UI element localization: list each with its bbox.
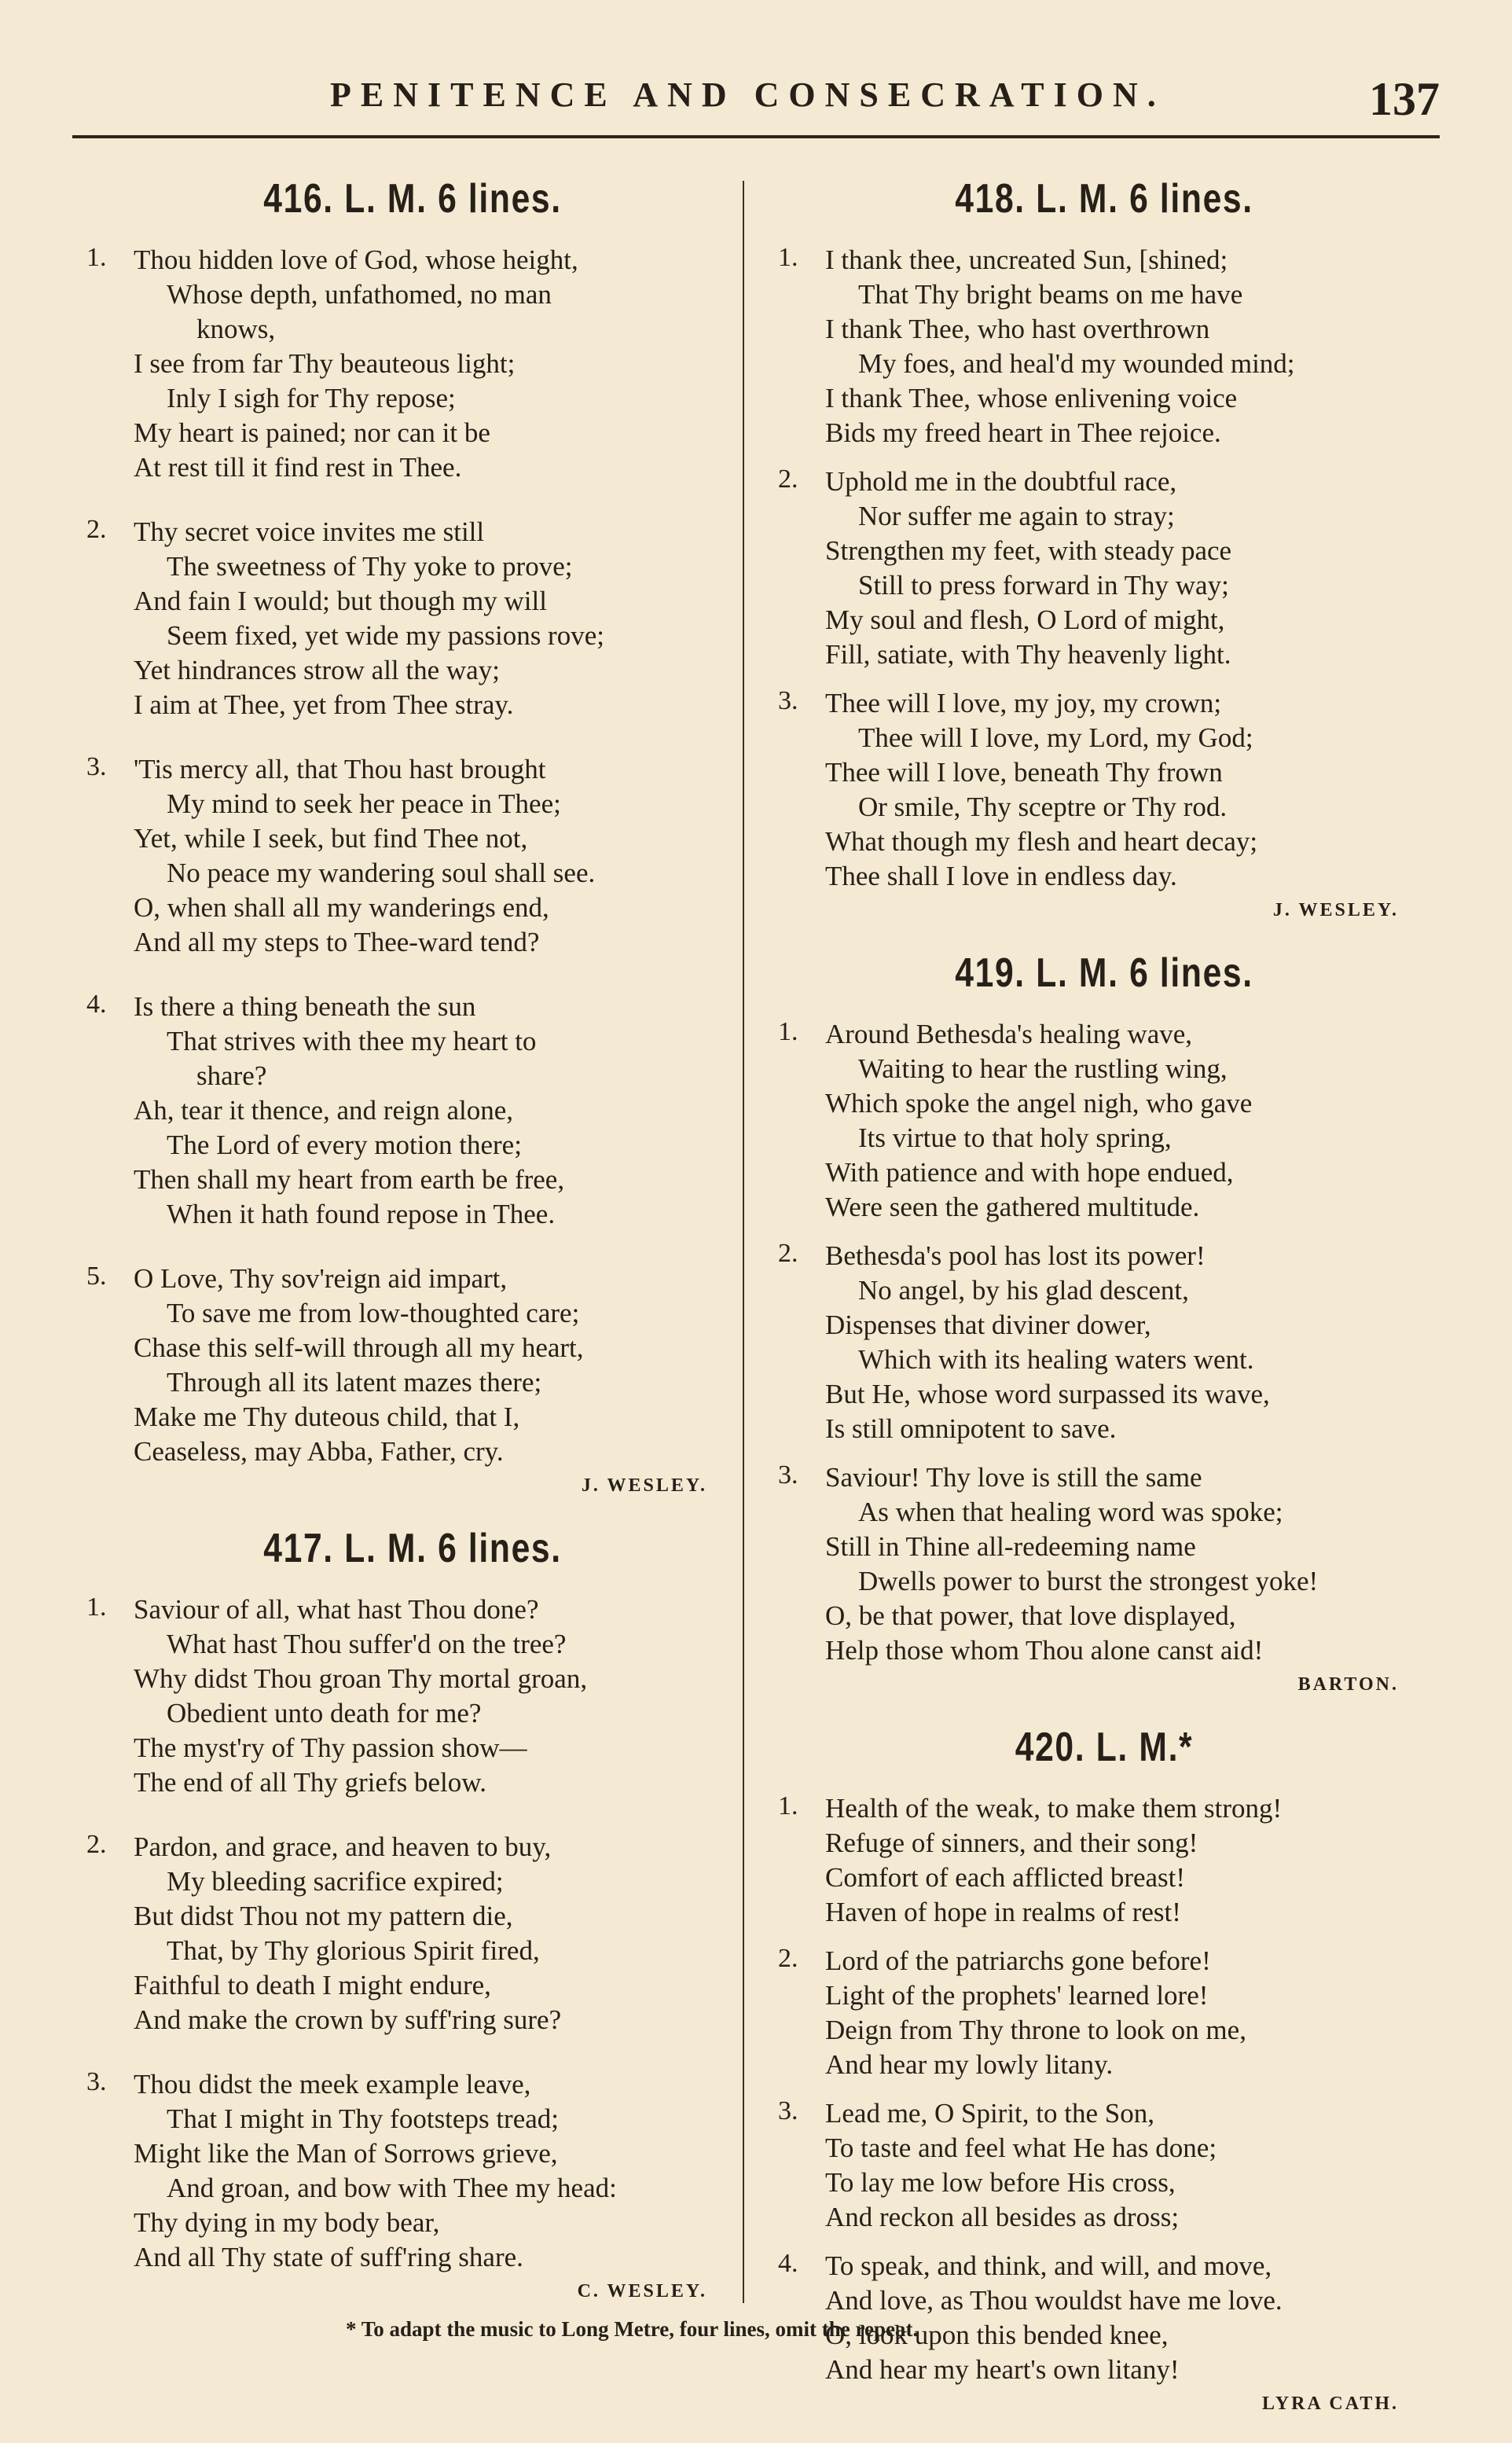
verse-line: Or smile, Thy sceptre or Thy rod.	[858, 792, 1228, 822]
verse-line: O, when shall all my wanderings end,	[134, 892, 549, 923]
verse-line: To taste and feel what He has done;	[825, 2133, 1217, 2163]
stanza	[778, 1944, 1430, 2082]
verse-line: Bids my freed heart in Thee rejoice.	[825, 417, 1221, 448]
verse-line: Faithful to death I might endure,	[134, 1970, 491, 2000]
verse-line: That, by Thy glorious Spirit fired,	[167, 1935, 540, 1966]
hymn-417	[86, 1525, 739, 2302]
verse-line: What though my flesh and heart decay;	[825, 826, 1258, 857]
verse-line: share?	[196, 1060, 267, 1091]
verse-line: Is there a thing beneath the sun	[134, 991, 476, 1022]
stanza-number: 1.	[778, 1791, 798, 1820]
verse-line: Saviour of all, what hast Thou done?	[134, 1594, 539, 1625]
verse-line: My foes, and heal'd my wounded mind;	[858, 348, 1295, 379]
verse-line: knows,	[196, 314, 276, 344]
verse-line: Refuge of sinners, and their song!	[825, 1828, 1198, 1858]
verse-line: The end of all Thy griefs below.	[134, 1767, 487, 1798]
verse-line: Its virtue to that holy spring,	[858, 1122, 1172, 1153]
hymn-title: 420. L. M.*	[1015, 1725, 1194, 1770]
left-column	[86, 169, 739, 2331]
verse-line: I aim at Thee, yet from Thee stray.	[134, 689, 514, 720]
verse-line: And all Thy state of suff'ring share.	[134, 2242, 523, 2272]
stanza-number: 2.	[86, 515, 107, 544]
verse-line: Thou didst the meek example leave,	[134, 2069, 531, 2100]
stanza	[86, 990, 739, 1232]
verse-line: Saviour! Thy love is still the same	[825, 1462, 1202, 1493]
stanza	[86, 752, 739, 960]
footnote: * To adapt the music to Long Metre, four lines, omit the repeat.	[346, 2317, 919, 2341]
stanza-number: 3.	[778, 2096, 798, 2125]
verse-line: Thee will I love, my Lord, my God;	[858, 722, 1253, 753]
stanza-number: 2.	[778, 1944, 798, 1973]
verse-line: Dispenses that diviner dower,	[825, 1310, 1151, 1340]
verse-line: And all my steps to Thee-ward tend?	[134, 927, 540, 957]
verse-line: Thy dying in my body bear,	[134, 2207, 440, 2238]
verse-line: At rest till it find rest in Thee.	[134, 452, 462, 483]
stanza-number: 4.	[86, 990, 107, 1019]
verse-line: O Love, Thy sov'reign aid impart,	[134, 1263, 508, 1294]
stanza	[86, 515, 739, 722]
verse-line: Through all its latent mazes there;	[167, 1367, 542, 1398]
verse-line: Yet hindrances strow all the way;	[134, 655, 500, 685]
verse-line: Light of the prophets' learned lore!	[825, 1980, 1209, 2011]
verse-line: Thy secret voice invites me still	[134, 516, 485, 547]
verse-line: My bleeding sacrifice expired;	[167, 1866, 504, 1897]
stanza-number: 1.	[86, 1593, 107, 1622]
verse-line: And groan, and bow with Thee my head:	[167, 2173, 617, 2203]
stanza-number: 2.	[778, 1239, 798, 1268]
verse-line: Thee will I love, my joy, my crown;	[825, 688, 1222, 718]
verse-line: Ceaseless, may Abba, Father, cry.	[134, 1436, 504, 1467]
author-credit: J. WESLEY.	[1272, 900, 1399, 920]
verse-line: No peace my wandering soul shall see.	[167, 858, 596, 888]
verse-line: Deign from Thy throne to look on me,	[825, 2015, 1246, 2045]
stanza	[86, 1830, 739, 2037]
stanza	[778, 1791, 1430, 1930]
verse-line: Which spoke the angel nigh, who gave	[825, 1088, 1253, 1119]
verse-line: Haven of hope in realms of rest!	[825, 1897, 1181, 1927]
verse-line: My mind to seek her peace in Thee;	[167, 788, 561, 819]
verse-line: That I might in Thy footsteps tread;	[167, 2103, 559, 2134]
author-credit: J. WESLEY.	[581, 1475, 707, 1496]
stanza-number: 1.	[778, 243, 798, 272]
verse-line: Fill, satiate, with Thy heavenly light.	[825, 639, 1231, 670]
verse-line: To save me from low-thoughted care;	[167, 1298, 580, 1328]
verse-line: Thou hidden love of God, whose height,	[134, 244, 578, 275]
running-title: PENITENCE AND CONSECRATION.	[330, 75, 1165, 114]
verse-line: Bethesda's pool has lost its power!	[825, 1240, 1206, 1271]
verse-line: Ah, tear it thence, and reign alone,	[134, 1095, 513, 1126]
stanza	[778, 243, 1430, 450]
stanza-number: 1.	[778, 1017, 798, 1046]
hymn-419	[778, 950, 1430, 1695]
verse-line: Dwells power to burst the strongest yoke!	[858, 1566, 1319, 1596]
verse-line: The sweetness of Thy yoke to prove;	[167, 551, 573, 582]
verse-line: Around Bethesda's healing wave,	[825, 1019, 1193, 1049]
verse-line: That Thy bright beams on me have	[858, 279, 1243, 310]
stanza	[778, 1017, 1430, 1225]
header-rule	[72, 135, 1440, 138]
verse-line: Obedient unto death for me?	[167, 1698, 482, 1728]
stanza	[778, 1239, 1430, 1446]
verse-line: That strives with thee my heart to	[167, 1026, 537, 1056]
verse-line: Still in Thine all-redeeming name	[825, 1531, 1196, 1562]
verse-line: But He, whose word surpassed its wave,	[825, 1379, 1270, 1409]
hymn-416	[86, 175, 739, 1497]
verse-line: As when that healing word was spoke;	[858, 1497, 1283, 1527]
verse-line: Chase this self-will through all my heart,	[134, 1332, 584, 1363]
verse-line: I thank thee, uncreated Sun, [shined;	[825, 244, 1228, 275]
stanza-number: 2.	[86, 1830, 107, 1859]
verse-line: Make me Thy duteous child, that I,	[134, 1402, 520, 1432]
verse-line: What hast Thou suffer'd on the tree?	[167, 1629, 567, 1659]
verse-line: When it hath found repose in Thee.	[167, 1199, 556, 1229]
verse-line: With patience and with hope endued,	[825, 1157, 1234, 1188]
stanza-number: 2.	[778, 465, 798, 494]
verse-line: No angel, by his glad descent,	[858, 1275, 1189, 1306]
page-number: 137	[1369, 73, 1440, 125]
verse-line: But didst Thou not my pattern die,	[134, 1901, 513, 1931]
verse-line: 'Tis mercy all, that Thou hast brought	[134, 754, 546, 784]
verse-line: Health of the weak, to make them strong!	[825, 1793, 1283, 1824]
stanza-number: 3.	[86, 2067, 107, 2096]
column-divider	[743, 181, 744, 2303]
hymn-title: 418. L. M. 6 lines.	[955, 176, 1253, 222]
author-credit: C. WESLEY.	[577, 2281, 707, 2302]
stanza-number: 1.	[86, 243, 107, 272]
verse-line: Yet, while I seek, but find Thee not,	[134, 823, 528, 854]
verse-line: And hear my lowly litany.	[825, 2049, 1114, 2080]
verse-line: Thee will I love, beneath Thy frown	[825, 757, 1223, 788]
stanza	[86, 1262, 739, 1469]
stanza	[778, 465, 1430, 672]
verse-line: Is still omnipotent to save.	[825, 1413, 1117, 1444]
verse-line: Strengthen my feet, with steady pace	[825, 535, 1232, 566]
verse-line: My heart is pained; nor can it be	[134, 417, 490, 448]
verse-line: My soul and flesh, O Lord of might,	[825, 604, 1225, 635]
verse-line: I see from far Thy beauteous light;	[134, 348, 516, 379]
verse-line: To speak, and think, and will, and move,	[825, 2250, 1272, 2281]
verse-line: Seem fixed, yet wide my passions rove;	[167, 620, 604, 651]
verse-line: And hear my heart's own litany!	[825, 2354, 1180, 2385]
page-header	[0, 0, 1512, 126]
verse-line: Which with its healing waters went.	[858, 1344, 1254, 1375]
verse-line: And love, as Thou wouldst have me love.	[825, 2285, 1283, 2316]
hymn-420	[778, 1724, 1430, 2415]
verse-line: Lead me, O Spirit, to the Son,	[825, 2098, 1154, 2129]
verse-line: And reckon all besides as dross;	[825, 2202, 1180, 2232]
hymn-title: 417. L. M. 6 lines.	[263, 1526, 562, 1571]
verse-line: Waiting to hear the rustling wing,	[858, 1053, 1228, 1084]
verse-line: Were seen the gathered multitude.	[825, 1192, 1200, 1222]
verse-line: Help those whom Thou alone canst aid!	[825, 1635, 1264, 1666]
author-credit: BARTON.	[1297, 1674, 1399, 1695]
verse-line: Nor suffer me again to stray;	[858, 501, 1175, 531]
verse-line: I thank Thee, whose enlivening voice	[825, 383, 1238, 413]
stanza	[86, 2067, 739, 2275]
stanza-number: 5.	[86, 1262, 107, 1291]
stanza	[778, 686, 1430, 894]
verse-line: The myst'ry of Thy passion show—	[134, 1732, 527, 1763]
hymn-title: 419. L. M. 6 lines.	[955, 950, 1253, 996]
verse-line: Uphold me in the doubtful race,	[825, 466, 1177, 497]
verse-line: Whose depth, unfathomed, no man	[167, 279, 552, 310]
verse-line: And make the crown by suff'ring sure?	[134, 2004, 562, 2035]
stanza-number: 3.	[778, 1460, 798, 1490]
verse-line: I thank Thee, who hast overthrown	[825, 314, 1210, 344]
stanza	[86, 1593, 739, 1800]
verse-line: To lay me low before His cross,	[825, 2167, 1176, 2198]
verse-line: Comfort of each afflicted breast!	[825, 1862, 1186, 1893]
right-column	[778, 169, 1430, 2443]
stanza	[778, 1460, 1430, 1668]
verse-line: The Lord of every motion there;	[167, 1130, 522, 1160]
verse-line: Then shall my heart from earth be free,	[134, 1164, 565, 1195]
verse-line: Inly I sigh for Thy repose;	[167, 383, 456, 413]
author-credit: LYRA CATH.	[1261, 2393, 1399, 2414]
verse-line: Why didst Thou groan Thy mortal groan,	[134, 1663, 588, 1694]
stanza	[86, 243, 739, 485]
hymn-title: 416. L. M. 6 lines.	[263, 176, 562, 222]
hymn-418	[778, 175, 1430, 921]
stanza-number: 4.	[778, 2249, 798, 2278]
stanza-number: 3.	[86, 752, 107, 781]
verse-line: And fain I would; but though my will	[134, 586, 547, 616]
stanza	[778, 2096, 1430, 2235]
verse-line: Lord of the patriarchs gone before!	[825, 1945, 1211, 1976]
verse-line: Still to press forward in Thy way;	[858, 570, 1229, 601]
verse-line: Pardon, and grace, and heaven to buy,	[134, 1831, 552, 1862]
verse-line: Thee shall I love in endless day.	[825, 861, 1177, 891]
verse-line: O, be that power, that love displayed,	[825, 1600, 1236, 1631]
verse-line: Might like the Man of Sorrows grieve,	[134, 2138, 558, 2169]
stanza-number: 3.	[778, 686, 798, 715]
verse-line: O, look upon this bended knee,	[825, 2320, 1169, 2350]
